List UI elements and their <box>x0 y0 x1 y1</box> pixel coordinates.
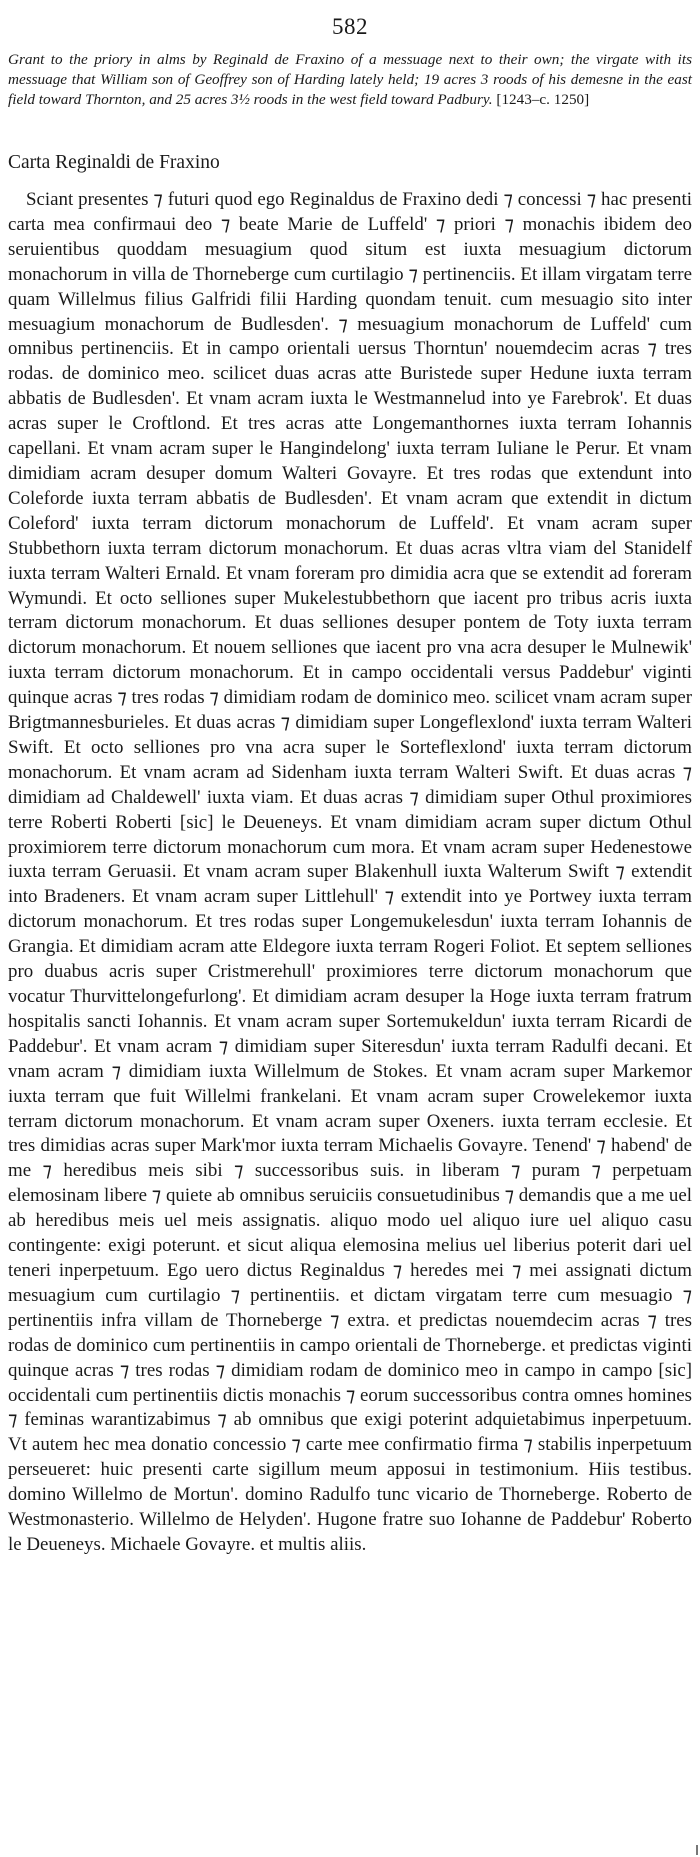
charter-title: Carta Reginaldi de Fraxino <box>8 152 220 173</box>
page-number: 582 <box>332 14 368 39</box>
page-edge-mark <box>696 1845 698 1855</box>
charter-summary <box>8 50 692 110</box>
charter-body: Sciant presentes ⁊ futuri quod ego Reginaldus de Fraxino dedi ⁊ concessi ⁊ hac presenti carta mea confirmaui deo ⁊ beate Marie de Luffeld' ⁊ priori ⁊ monachis ibidem deo seruientibus quoddam mesuagium quod situm est iuxta mesuagium dictorum monachorum in villa de Thorneberge cum curtilagio ⁊ pertinenciis. Et illam virgatam terre quam Willelmus filius Galfridi filii Harding quondam tenuit. cum mesuagio sito inter mesuagium monachorum de Budlesden'. ⁊ mesuagium monachorum de Luffeld' cum omnibus pertinenciis. Et in campo orientali uersus Thorntun' nouemdecim acras ⁊ tres rodas. de dominico meo. scilicet duas acras atte Buristede super Hedune iuxta terram abbatis de Budlesden'. Et vnam acram iuxta le Westmannelud into ye Farebrok'. Et duas acras super le Croftlond. Et tres acras atte Longemanthornes iuxta terram Iohannis capellani. Et vnam acram super le Hangindelong' iuxta terram Iuliane le Perur. Et vnam dimidiam acram desuper domum Walteri Govayre. Et tres rodas que extendunt into Coleforde iuxta terram abbatis de Budlesden'. Et vnam acram que extendit in dictum Coleford' iuxta terram dictorum monachorum de Luffeld'. Et vnam acram super Stubbethorn iuxta terram dictorum monachorum. Et duas acras vltra viam del Stanidelf iuxta terram Walteri Ernald. Et vnam foreram pro dimidia acra que se extendit ad foreram Wymundi. Et octo selliones super Mukelestubbethorn que iacent pro tribus acris iuxta terram dictorum monachorum. Et duas selliones desuper pontem de Toty iuxta terram dictorum monachorum. Et nouem selliones que iacent pro vna acra desuper le Mulnewik' iuxta terram dictorum monachorum. Et in campo occidentali versus Paddebur' viginti quinque acras ⁊ tres rodas ⁊ dimidiam rodam de dominico meo. scilicet vnam acram super Brigtmannesburieles. Et duas acras ⁊ dimidiam super Longeflexlond' iuxta terram Walteri Swift. Et octo selliones pro vna acra super le Sorteflexlond' iuxta terram dictorum monachorum. Et vnam acram ad Sidenham iuxta terram Walteri Swift. Et duas acras ⁊ dimidiam ad Chaldewell' iuxta viam. Et duas acras ⁊ dimidiam super Othul proximiores terre Roberti Roberti [sic] le Deueneys. Et vnam dimidiam acram super dictum Othul proximiorem terre dictorum monachorum cum mora. Et vnam acram super Hedenestowe iuxta terram Geruasii. Et vnam acram super Blakenhull iuxta Walterum Swift ⁊ extendit into Bradeners. Et vnam acram super Littlehull' ⁊ extendit into ye Portwey iuxta terram dictorum monachorum. Et tres rodas super Longemukelesdun' iuxta terram Iohannis de Grangia. Et dimidiam acram atte Eldegore iuxta terram Rogeri Foliot. Et septem selliones pro duabus acris super Cristmerehull' proximiores terre dictorum monachorum que vocatur Thurvittelongefurlong'. Et dimidiam acram desuper la Hoge iuxta terram fratrum hospitalis sancti Iohannis. Et vnam acram super Sortemukeldun' iuxta terram Ricardi de Paddebur'. Et vnam acram ⁊ dimidiam super Siteresdun' iuxta terram Radulfi decani. Et vnam acram ⁊ dimidiam iuxta Willelmum de Stokes. Et vnam acram super Markemor iuxta terram que fuit Willelmi frankelani. Et vnam acram super Crowelekemor iuxta terram dictorum monachorum. Et vnam acram super Oxeners. iuxta terram ecclesie. Et tres dimidias acras super Mark'mor iuxta terram Michaelis Govayre. Tenend' ⁊ habend' de me ⁊ heredibus meis sibi ⁊ successoribus suis. in liberam ⁊ puram ⁊ perpetuam elemosinam libere ⁊ quiete ab omnibus seruiciis consuetudinibus ⁊ demandis que a me uel ab heredibus meis uel meis assignatis. aliquo modo uel aliquo iure uel aliquo casu contingente: exigi poterunt. et sicut aliqua elemosina melius uel liberius poterit dari uel teneri inperpetuum. Ego uero dictus Reginaldus ⁊ heredes mei ⁊ mei assignati dictum mesuagium cum curtilagio ⁊ pertinentiis. et dictam virgatam terre cum mesuagio ⁊ pertinentiis infra villam de Thorneberge ⁊ extra. et predictas nouemdecim acras ⁊ tres rodas de dominico cum pertinentiis in campo orientali de Thorneberge. et predictas viginti quinque acras ⁊ tres rodas ⁊ dimidiam rodam de dominico meo in campo in campo [sic] occidentali cum pertinentiis dictis monachis ⁊ eorum successoribus contra omnes homines ⁊ feminas warantizabimus ⁊ ab omnibus que exigi poterint adquietabimus inperpetuum. Vt autem hec mea donatio concessio ⁊ carte mee confirmatio firma ⁊ stabilis inperpetuum perseueret: huic presenti carte sigillum meum apposui in testimonium. Hiis testibus. domino Willelmo de Mortun'. domino Radulfo tunc vicario de Thorneberge. Roberto de Westmonasterio. Willelmo de Helyden'. Hugone fratre suo Iohanne de Paddebur' Roberto le Deueneys. Michaele Govayre. et multis aliis. <box>8 189 692 1555</box>
summary-text: Grant to the priory in alms by Reginald de Fraxino of a messuage next to their own; the virgate with its messuage that William son of Geoffrey son of Harding lately held; 19 acres 3 roods of his demesne in the east field toward Thornton, and 25 acres 3½ roods in the west field toward Padbury. <box>8 51 692 108</box>
charter-date: [1243–c. 1250] <box>496 91 590 108</box>
